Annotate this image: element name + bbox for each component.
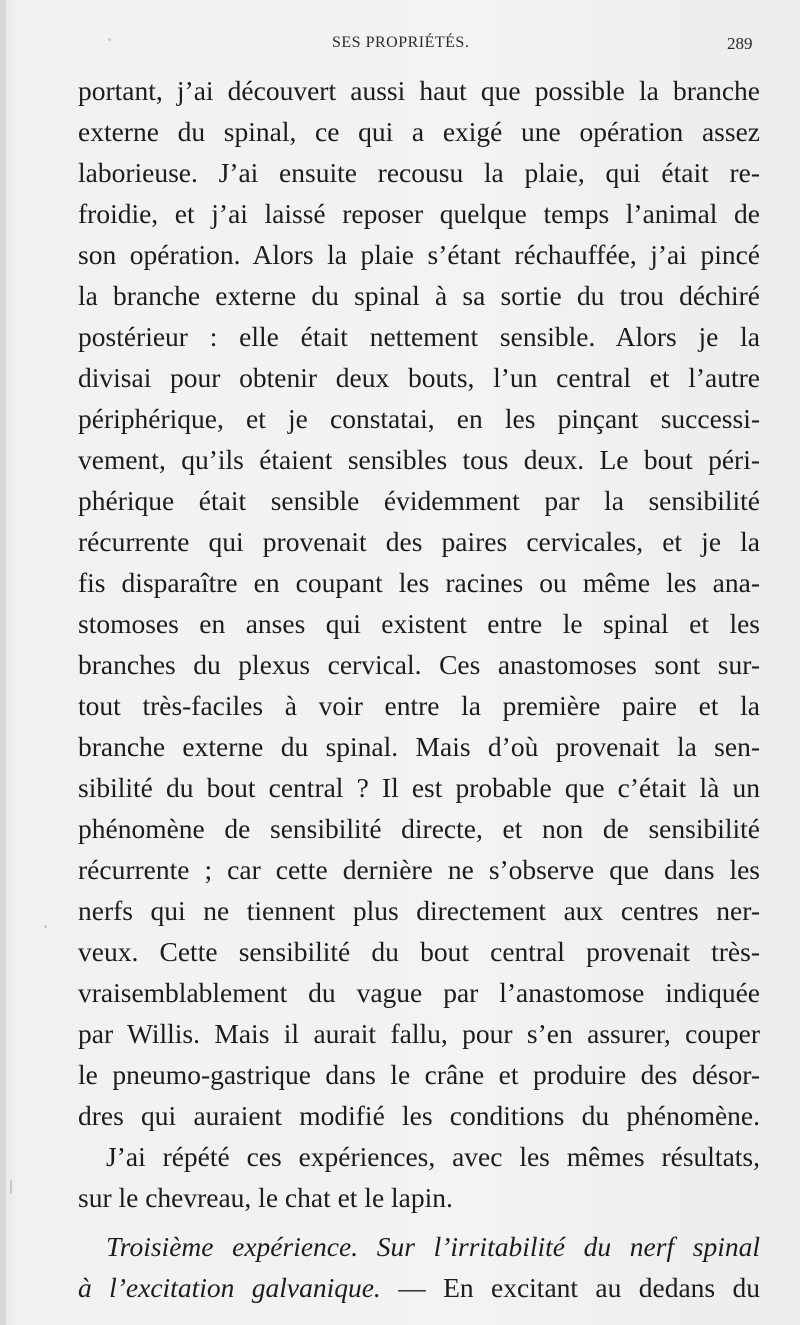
text-line-continuation: — En excitant au dedans du	[380, 1272, 760, 1303]
text-line: portant, j’ai découvert aussi haut que possible la branche	[78, 75, 760, 106]
text-line: tout très-faciles à voir entre la première paire et la	[78, 690, 760, 721]
paragraph-3	[78, 1226, 760, 1308]
scan-speck	[108, 38, 111, 41]
text-line: stomoses en anses qui existent entre le spinal et les	[78, 608, 760, 639]
page-number: 289	[727, 34, 753, 53]
experiment-heading-line: Troisième expérience. Sur l’irritabilité du nerf spinal	[106, 1231, 760, 1262]
body-text	[78, 70, 760, 1308]
text-line: nerfs qui ne tiennent plus directement aux centres ner-	[78, 895, 760, 926]
text-line: branche externe du spinal. Mais d’où provenait la sen-	[78, 731, 760, 762]
text-line	[78, 1267, 760, 1308]
text-line: la branche externe du spinal à sa sortie du trou déchiré	[78, 280, 760, 311]
text-line: vraisemblablement du vague par l’anastomose indiquée	[78, 977, 760, 1008]
text-line: externe du spinal, ce qui a exigé une opération assez	[78, 116, 760, 147]
scan-speck	[44, 925, 47, 928]
text-line: par Willis. Mais il aurait fallu, pour s’en assurer, couper	[78, 1018, 760, 1049]
paragraph-spacing	[78, 1218, 760, 1226]
page-binding-edge	[0, 0, 6, 1325]
text-line: récurrente ; car cette dernière ne s’observe que dans les	[78, 854, 760, 885]
text-line: le pneumo-gastrique dans le crâne et produire des désor-	[78, 1059, 760, 1090]
text-line: laborieuse. J’ai ensuite recousu la plaie, qui était re-	[78, 157, 760, 188]
text-line: fis disparaître en coupant les racines ou même les ana-	[78, 567, 760, 598]
text-line: vement, qu’ils étaient sensibles tous deux. Le bout péri-	[78, 444, 760, 475]
scan-speck	[10, 1180, 12, 1194]
paragraph-1	[78, 70, 760, 1136]
text-line: veux. Cette sensibilité du bout central provenait très-	[78, 936, 760, 967]
text-line: branches du plexus cervical. Ces anastomoses sont sur-	[78, 649, 760, 680]
text-line: postérieur : elle était nettement sensible. Alors je la	[78, 321, 760, 352]
text-line: dres qui auraient modifié les conditions du phénomène.	[78, 1100, 760, 1131]
text-line: récurrente qui provenait des paires cervicales, et je la	[78, 526, 760, 557]
page-header	[0, 34, 800, 58]
text-line: son opération. Alors la plaie s’étant réchauffée, j’ai pincé	[78, 239, 760, 270]
paragraph-2	[78, 1136, 760, 1218]
text-line: sibilité du bout central ? Il est probable que c’était là un	[78, 772, 760, 803]
text-line: périphérique, et je constatai, en les pinçant successi-	[78, 403, 760, 434]
text-line: sur le chevreau, le chat et le lapin.	[78, 1182, 453, 1213]
experiment-heading-end: à l’excitation galvanique.	[78, 1272, 381, 1303]
text-line: J’ai répété ces expériences, avec les mêmes résultats,	[106, 1141, 760, 1172]
text-line: divisai pour obtenir deux bouts, l’un central et l’autre	[78, 362, 760, 393]
text-line: phérique était sensible évidemment par la sensibilité	[78, 485, 760, 516]
text-line: froidie, et j’ai laissé reposer quelque temps l’animal de	[78, 198, 760, 229]
running-head: SES PROPRIÉTÉS.	[332, 34, 470, 51]
text-line: phénomène de sensibilité directe, et non de sensibilité	[78, 813, 760, 844]
